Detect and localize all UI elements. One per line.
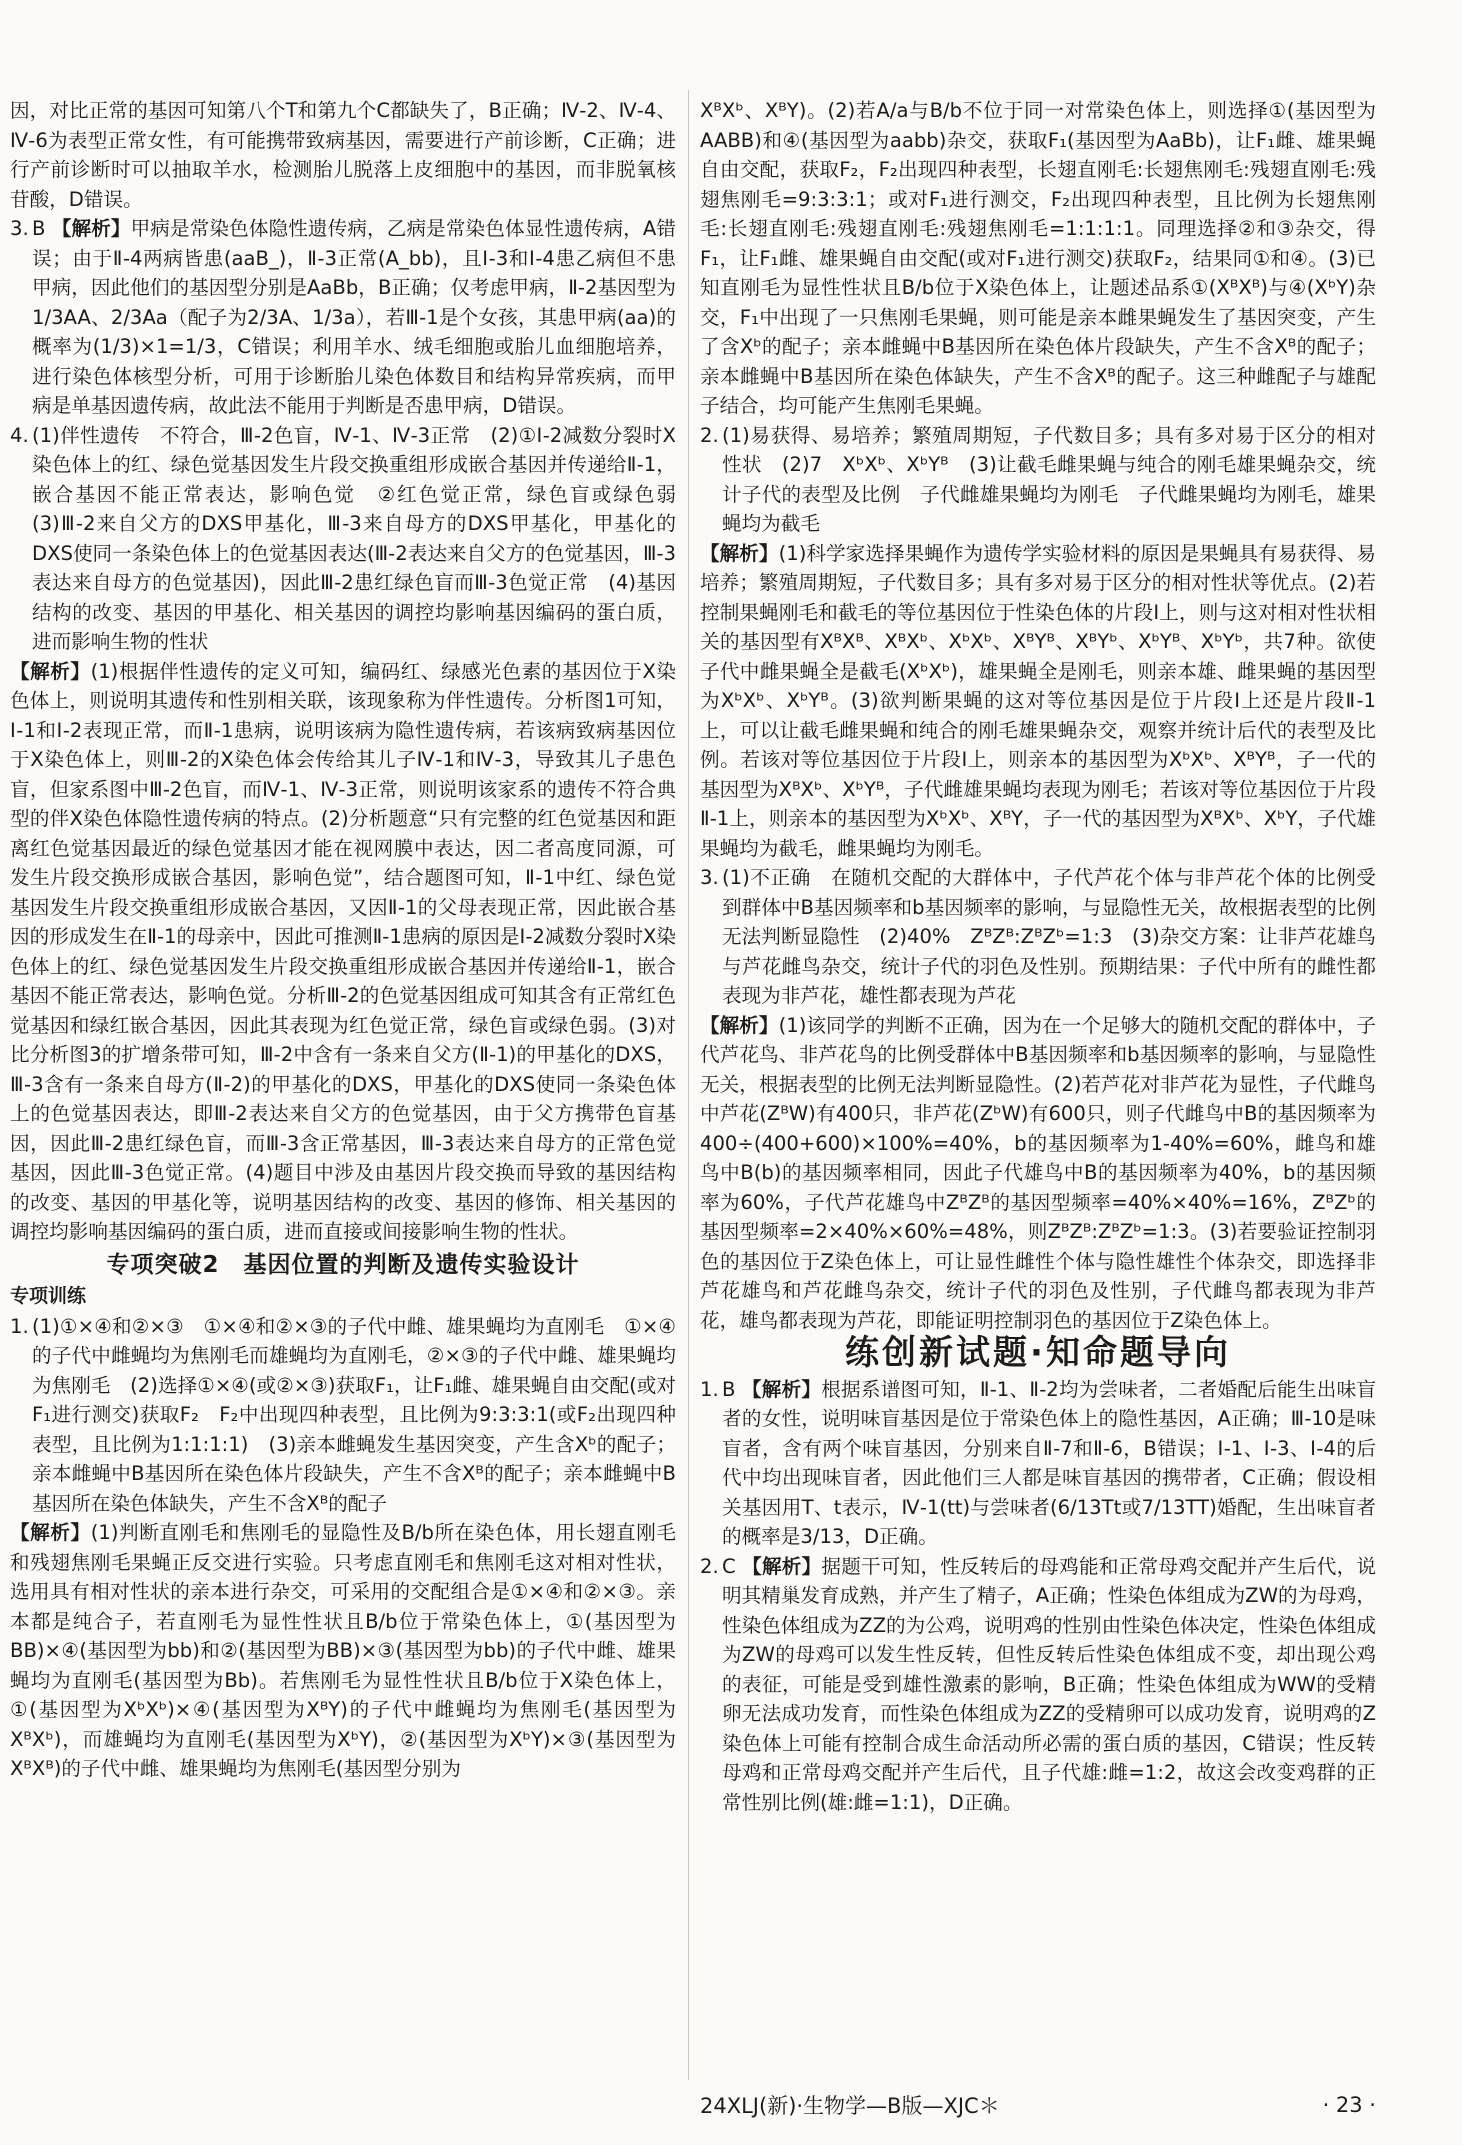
answer-choice: C bbox=[722, 1554, 736, 1578]
answer-text: (1)不正确 在随机交配的大群体中，子代芦花个体与非芦花个体的比例受到群体中B基因频率和b基因频率的影响，与显隐性无关，故根据表型的比例无法判断显隐性 (2)40% ZᴮZᴮ:ZᴮZᵇ=1:3 (3)杂交方案：让非芦花雄鸟与芦花雌鸟杂交，统计子代的羽色及性别。预期结果：子代中所有的雌性都表现为非芦花，雄性都表现为芦花 bbox=[722, 866, 1376, 1007]
analysis-tag: 【解析】 bbox=[51, 217, 131, 240]
item-number: 3. bbox=[10, 217, 29, 240]
right-column bbox=[700, 96, 1376, 1817]
analysis-text: (1)该同学的判断不正确，因为在一个足够大的随机交配的群体中，子代芦花鸟、非芦花鸟的比例受群体中B基因频率和b基因频率的影响，与显隐性无关，根据表型的比例无法判断显隐性。(2)若芦花对非芦花为显性，子代雌鸟中芦花(ZᴮW)有400只，非芦花(ZᵇW)有600只，则子代雌鸟中B的基因频率为400÷(400+600)×100%=40%，b的基因频率为1-40%=60%，雌鸟和雄鸟中B(b)的基因频率相同，因此子代雄鸟中B的基因频率为40%，b的基因频率为60%，子代芦花雄鸟中ZᴮZᴮ的基因型频率=40%×40%=16%，ZᴮZᵇ的基因型频率=2×40%×60%=48%，则ZᴮZᴮ:ZᴮZᵇ=1:3。(3)若要验证控制羽色的基因位于Z染色体上，可让显性雌性个体与隐性雄性个体杂交，即选择非芦花雄鸟和芦花雌鸟杂交，统计子代的羽色及性别，子代雌鸟都表现为非芦花，雄鸟都表现为芦花，即能证明控制羽色的基因位于Z染色体上。 bbox=[700, 1013, 1376, 1332]
analysis-tag: 【解析】 bbox=[700, 1013, 779, 1037]
book-code: 24XLJ(新)·生物学—B版—XJC＊ bbox=[700, 2094, 1000, 2118]
answer-text: (1)易获得、易培养；繁殖周期短，子代数目多；具有多对易于区分的相对性状 (2)7 XᵇXᵇ、XᵇYᴮ (3)让截毛雌果蝇与纯合的刚毛雄果蝇杂交，统计子代的表型及比例 子代雌雄果蝇均为刚毛 子代雌果蝇均为刚毛，雄果蝇均为截毛 bbox=[722, 423, 1376, 535]
training-item-1 bbox=[10, 1312, 676, 1519]
continued-analysis: XᴮXᵇ、XᴮY)。(2)若A/a与B/b不位于同一对常染色体上，则选择①(基因型为AABB)和④(基因型为aabb)杂交，获取F₁(基因型为AaBb)，让F₁雌、雄果蝇自由交配，获取F₂，F₂出现四种表型，长翅直刚毛:长翅焦刚毛:残翅直刚毛:残翅焦刚毛=9:3:3:1；或对F₁进行测交，F₂出现四种表型，且比例为长翅焦刚毛:长翅直刚毛:残翅直刚毛:残翅焦刚毛=1:1:1:1。同理选择②和③杂交，得F₁，让F₁雌、雄果蝇自由交配(或对F₁进行测交)获取F₂，结果同①和④。(3)已知直刚毛为显性性状且B/b位于X染色体上，让题述品系①(XᴮXᴮ)与④(XᵇY)杂交，F₁中出现了一只焦刚毛果蝇，则可能是亲本雌果蝇发生了基因突变，产生了含Xᵇ的配子；亲本雌蝇中B基因所在染色体片段缺失，产生不含Xᴮ的配子；亲本雌蝇中B基因所在染色体缺失，产生不含Xᴮ的配子。这三种雌配子与雄配子结合，均可能产生焦刚毛果蝇。 bbox=[700, 99, 1376, 417]
section-label: 专项训练 bbox=[10, 1285, 87, 1307]
training-item-2 bbox=[700, 421, 1376, 539]
analysis-tag: 【解析】 bbox=[10, 659, 91, 683]
answer-choice: B bbox=[32, 217, 46, 240]
answer-item-4 bbox=[10, 421, 696, 657]
item-number: 2. bbox=[700, 1554, 719, 1578]
page-number: · 23 · bbox=[1322, 2093, 1376, 2117]
answer-choice: B bbox=[722, 1377, 736, 1401]
analysis-paragraph-2 bbox=[700, 539, 1376, 864]
item-number: 1. bbox=[700, 1377, 719, 1401]
new-item-1 bbox=[700, 1375, 1376, 1552]
analysis-paragraph-4 bbox=[10, 657, 676, 1247]
analysis-text: (1)科学家选择果蝇作为遗传学实验材料的原因是果蝇具有易获得、易培养；繁殖周期短，子代数目多；具有多对易于区分的相对性状等优点。(2)若控制果蝇刚毛和截毛的等位基因位于性染色体的片段Ⅰ上，则与这对相对性状相关的基因型有XᴮXᴮ、XᴮXᵇ、XᵇXᵇ、XᴮYᴮ、XᴮYᵇ、XᵇYᴮ、XᵇYᵇ，共7种。欲使子代中雌果蝇全是截毛(XᵇXᵇ)，雄果蝇全是刚毛，则亲本雄、雌果蝇的基因型为XᵇXᵇ、XᵇYᴮ。(3)欲判断果蝇的这对等位基因是位于片段Ⅰ上还是片段Ⅱ-1上，可以让截毛雌果蝇和纯合的刚毛雄果蝇杂交，观察并统计后代的表型及比例。若该对等位基因位于片段Ⅰ上，则亲本的基因型为XᵇXᵇ、XᴮYᴮ，子一代的基因型为XᴮXᵇ、XᵇYᴮ，子代雌雄果蝇均表现为刚毛；若该对等位基因位于片段Ⅱ-1上，则亲本的基因型为XᵇXᵇ、XᴮY，子一代的基因型为XᴮXᵇ、XᵇY，子代雄果蝇均为截毛，雌果蝇均为刚毛。 bbox=[700, 541, 1376, 860]
analysis-paragraph-s1 bbox=[10, 1518, 676, 1784]
analysis-paragraph-3 bbox=[700, 1011, 1376, 1336]
section-heading: 练创新试题·知命题导向 bbox=[845, 1333, 1231, 1373]
page-footer bbox=[700, 2090, 1376, 2120]
training-item-3 bbox=[700, 863, 1376, 1011]
analysis-text: (1)根据伴性遗传的定义可知，编码红、绿感光色素的基因位于X染色体上，则说明其遗传和性别相关联，该现象称为伴性遗传。分析图1可知，Ⅰ-1和Ⅰ-2表现正常，而Ⅱ-1患病，说明该病为隐性遗传病，若该病致病基因位于X染色体上，则Ⅲ-2的X染色体会传给其儿子Ⅳ-1和Ⅳ-3，导致其儿子患色盲，但家系图中Ⅲ-2色盲，而Ⅳ-1、Ⅳ-3正常，则说明该家系的遗传不符合典型的伴X染色体隐性遗传病的特点。(2)分析题意“只有完整的红色觉基因和距离红色觉基因最近的绿色觉基因才能在视网膜中表达，因二者高度同源，可发生片段交换形成嵌合基因，影响色觉”，结合题图可知，Ⅱ-1中红、绿色觉基因发生片段交换重组形成嵌合基因，又因Ⅱ-1的父母表现正常，因此嵌合基因的形成发生在Ⅱ-1的母亲中，因此可推测Ⅱ-1患病的原因是Ⅰ-2减数分裂时X染色体上的红、绿色觉基因发生片段交换重组形成嵌合基因并传递给Ⅱ-1，嵌合基因不能正常表达，影响色觉。分析Ⅲ-2的色觉基因组成可知其含有正常红色觉基因和绿红嵌合基因，因此其表现为红色觉正常，绿色盲或绿色弱。(3)对比分析图3的扩增条带可知，Ⅲ-2中含有一条来自父方(Ⅱ-1)的甲基化的DXS，Ⅲ-3含有一条来自母方(Ⅱ-2)的甲基化的DXS，甲基化的DXS使同一条染色体上的色觉基因表达，即Ⅲ-2表达来自父方的色觉基因，由于父方携带色盲基因，因此Ⅲ-2患红绿色盲，而Ⅲ-3含正常基因，Ⅲ-3表达来自母方的正常色觉基因，因此Ⅲ-3色觉正常。(4)题目中涉及由基因片段交换而导致的基因结构的改变、基因的甲基化等，说明基因结构的改变、基因的修饰、相关基因的调控均影响基因编码的蛋白质，进而直接或间接影响生物的性状。 bbox=[10, 659, 677, 1243]
analysis-tag: 【解析】 bbox=[741, 1377, 822, 1401]
column-divider bbox=[688, 90, 689, 2080]
section-title: 专项突破2 基因位置的判断及遗传实验设计 bbox=[106, 1251, 580, 1278]
item-number: 2. bbox=[700, 423, 719, 447]
analysis-text: (1)判断直刚毛和焦刚毛的显隐性及B/b所在染色体，用长翅直刚毛和残翅焦刚毛果蝇正反交进行实验。只考虑直刚毛和焦刚毛这对相对性状，选用具有相对性状的亲本进行杂交，可采用的交配组合是①×④和②×③。亲本都是纯合子，若直刚毛为显性性状且B/b位于常染色体上，①(基因型为BB)×④(基因型为bb)和②(基因型为BB)×③(基因型为bb)的子代中雌、雄果蝇均为直刚毛(基因型为Bb)。若焦刚毛为显性性状且B/b位于X染色体上，①(基因型为XᵇXᵇ)×④(基因型为XᴮY)的子代中雌蝇均为焦刚毛(基因型为XᴮXᵇ)，而雄蝇均为直刚毛(基因型为XᵇY)，②(基因型为XᵇY)×③(基因型为XᴮXᴮ)的子代中雌、雄果蝇均为焦刚毛(基因型分别为 bbox=[10, 1521, 676, 1780]
analysis-text: 甲病是常染色体隐性遗传病，乙病是常染色体显性遗传病，A错误；由于Ⅱ-4两病皆患(aaB_)，Ⅱ-3正常(A_bb)，且Ⅰ-3和Ⅰ-4患乙病但不患甲病，因此他们的基因型分别是AaBb，B正确；仅考虑甲病，Ⅱ-2基因型为1/3AA、2/3Aa（配子为2/3A、1/3a），若Ⅲ-1是个女孩，其患甲病(aa)的概率为(1/3)×1=1/3，C错误；利用羊水、绒毛细胞或胎儿血细胞培养，进行染色体核型分析，可用于诊断胎儿染色体数目和结构异常疾病，而甲病是单基因遗传病，故此法不能用于判断是否患甲病，D错误。 bbox=[32, 217, 676, 417]
item-number: 3. bbox=[700, 866, 719, 889]
item-number: 1. bbox=[10, 1314, 29, 1338]
analysis-tag: 【解析】 bbox=[700, 541, 779, 565]
new-item-2 bbox=[700, 1552, 1376, 1818]
left-column bbox=[10, 96, 696, 1784]
analysis-text: 根据系谱图可知，Ⅱ-1、Ⅱ-2均为尝味者，二者婚配后能生出味盲者的女性，说明味盲基因是位于常染色体上的隐性基因，A正确；Ⅲ-10是味盲者，含有两个味盲基因，分别来自Ⅱ-7和Ⅱ-6，B错误；Ⅰ-1、Ⅰ-3、Ⅰ-4的后代中均出现味盲者，因此他们三人都是味盲基因的携带者，C正确；假设相关基因用T、t表示，Ⅳ-1(tt)与尝味者(6/13Tt或7/13TT)婚配，生出味盲者的概率是3/13，D正确。 bbox=[722, 1377, 1376, 1548]
continued-answer: 因，对比正常的基因可知第八个T和第九个C都缺失了，B正确；Ⅳ-2、Ⅳ-4、Ⅳ-6为表型正常女性，有可能携带致病基因，需要进行产前诊断，C正确；进行产前诊断时可以抽取羊水，检测胎儿脱落上皮细胞中的基因，而非脱氧核苷酸，D错误。 bbox=[10, 99, 676, 211]
answer-item-3 bbox=[10, 214, 676, 421]
item-number: 4. bbox=[10, 423, 29, 447]
analysis-tag: 【解析】 bbox=[10, 1521, 91, 1544]
analysis-text: 据题干可知，性反转后的母鸡能和正常母鸡交配并产生后代，说明其精巢发育成熟，并产生了精子，A正确；性染色体组成为ZW的为母鸡，性染色体组成为ZZ的为公鸡，说明鸡的性别由性染色体决定，性染色体组成为ZW的母鸡可以发生性反转，但性反转后性染色体组成不变，却出现公鸡的表征，可能是受到雄性激素的影响，B正确；性染色体组成为WW的受精卵无法成功发育，而性染色体组成为ZZ的受精卵可以成功发育，说明鸡的Z染色体上可能有控制合成生命活动所必需的蛋白质的基因，C错误；性反转母鸡和正常母鸡交配并产生后代，且子代雄:雌=1:2，故这会改变鸡群的正常性别比例(雄:雌=1:1)，D正确。 bbox=[722, 1554, 1377, 1814]
answer-text: (1)①×④和②×③ ①×④和②×③的子代中雌、雄果蝇均为直刚毛 ①×④的子代中雌蝇均为焦刚毛而雄蝇均为直刚毛，②×③的子代中雌、雄果蝇均为焦刚毛 (2)选择①×④(或②×③)获取F₁，让F₁雌、雄果蝇自由交配(或对F₁进行测交)获取F₂ F₂中出现四种表型，且比例为9:3:3:1(或F₂出现四种表型，且比例为1:1:1:1) (3)亲本雌蝇发生基因突变，产生含Xᵇ的配子；亲本雌蝇中B基因所在染色体片段缺失，产生不含Xᴮ的配子；亲本雌蝇中B基因所在染色体缺失，产生不含Xᴮ的配子 bbox=[32, 1314, 676, 1515]
analysis-tag: 【解析】 bbox=[742, 1554, 822, 1578]
answer-text: (1)伴性遗传 不符合，Ⅲ-2色盲，Ⅳ-1、Ⅳ-3正常 (2)①Ⅰ-2减数分裂时X染色体上的红、绿色觉基因发生片段交换重组形成嵌合基因并传递给Ⅱ-1，嵌合基因不能正常表达，影响色觉 ②红色觉正常，绿色盲或绿色弱 (3)Ⅲ-2来自父方的DXS甲基化，Ⅲ-3来自母方的DXS甲基化，甲基化的DXS使同一条染色体上的色觉基因表达(Ⅲ-2表达来自父方的色觉基因，Ⅲ-3表达来自母方的色觉基因)，因此Ⅲ-2患红绿色盲而Ⅲ-3色觉正常 (4)基因结构的改变、基因的甲基化、相关基因的调控均影响基因编码的蛋白质，进而影响生物的性状 bbox=[32, 423, 696, 653]
